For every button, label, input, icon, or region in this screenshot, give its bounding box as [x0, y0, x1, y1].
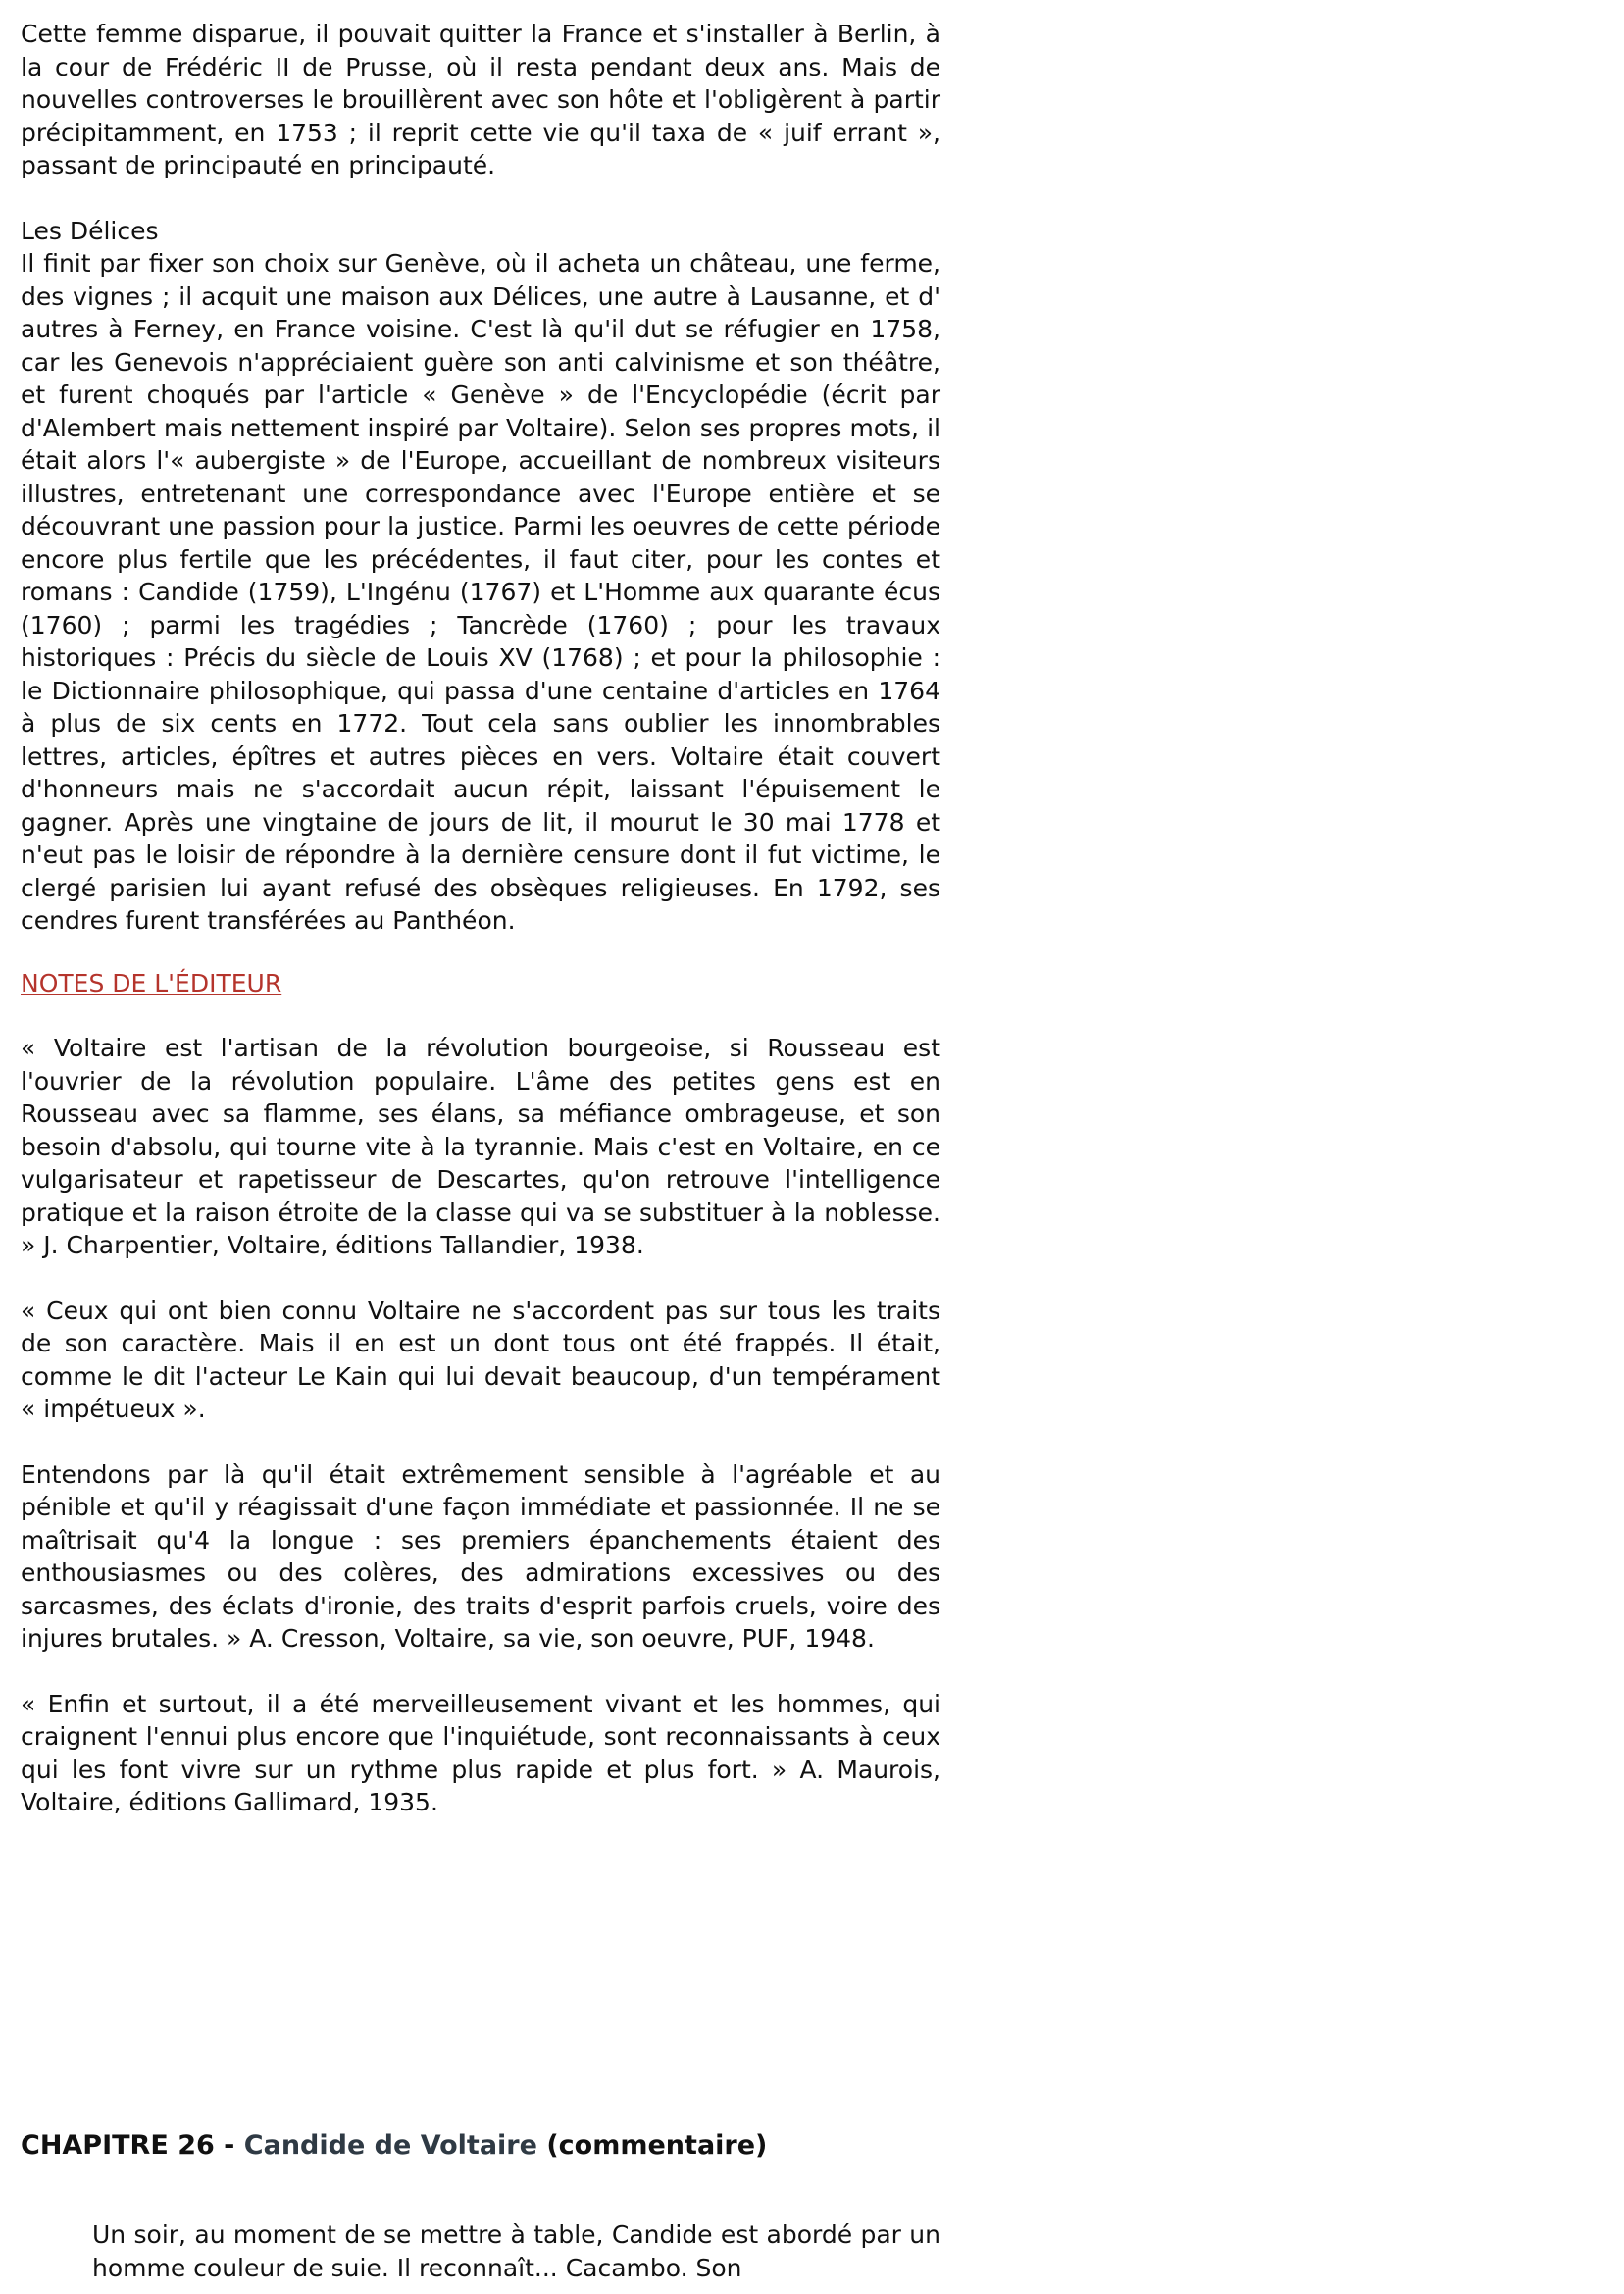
- spacer: [21, 1426, 940, 1458]
- spacer: [21, 1262, 940, 1295]
- chapter-title-link[interactable]: Candide de Voltaire: [243, 2130, 537, 2161]
- spacer: [21, 1656, 940, 1688]
- section-title-delices: Les Délices: [21, 216, 159, 245]
- chapter-number: CHAPITRE 26 -: [21, 2130, 244, 2161]
- delices-paragraph: Il finit par fixer son choix sur Genève, où il acheta un château, une ferme, des vignes ; il acquit une maison aux Délices, une autre à Lausanne, et d' autres à Ferney, en France voisine. C'est là qu'il dut se réfugier en 1758, car les Genevois n'appréciaient guère son anti calvinisme et son théâtre, et furent choqués par l'article « Genève » de l'Encyclopédie (écrit par d'Alembert mais nettement inspiré par Voltaire). Selon ses propres mots, il était alors l'« aubergiste » de l'Europe, accueillant de nombreux visiteurs illustres, entretenant une correspondance avec l'Europe entière et se découvrant une passion pour la justice. Parmi les oeuvres de cette période encore plus fertile que les précédentes, il faut citer, pour les contes et romans : Candide (1759), L'Ingénu (1767) et L'Homme aux quarante écus (1760) ; parmi les tragédies ; Tancrède (1760) ; pour les travaux historiques : Précis du siècle de Louis XV (1768) ; et pour la philosophie : le Dictionnaire philosophique, qui passa d'une centaine d'articles en 1764 à plus de six cents en 1772. Tout cela sans oublier les innombrables lettres, articles, épîtres et autres pièces en vers. Voltaire était couvert d'honneurs mais ne s'accordait aucun répit, laissant l'épuisement le gagner. Après une vingtaine de jours de lit, il mourut le 30 mai 1778 et n'eut pas le loisir de répondre à la dernière censure dont il fut victime, le clergé parisien lui ayant refusé des obsèques religieuses. En 1792, ses cendres furent transférées au Panthéon.: [21, 249, 940, 935]
- quote-maurois: « Enfin et surtout, il a été merveilleusement vivant et les hommes, qui craignent l'ennui plus encore que l'inquiétude, sont reconnaissants à ceux qui les font vivre sur un rythme plus rapide et plus fort. » A. Maurois, Voltaire, éditions Gallimard, 1935.: [21, 1689, 940, 1816]
- notes-editor-link[interactable]: NOTES DE L'ÉDITEUR: [21, 968, 282, 997]
- chapter-intro: [92, 2218, 940, 2284]
- quote-cresson-part2: Entendons par là qu'il était extrêmement sensible à l'agréable et au pénible et qu'il y réagissait d'une façon immédiate et passionnée. Il ne se maîtrisait qu'4 la longue : ses premiers épanchements étaient des enthousiasmes ou des colères, des admirations excessives ou des sarcasmes, des éclats d'ironie, des traits d'esprit parfois cruels, voire des injures brutales. » A. Cresson, Voltaire, sa vie, son oeuvre, PUF, 1948.: [21, 1459, 940, 1653]
- quote-charpentier: « Voltaire est l'artisan de la révolution bourgeoise, si Rousseau est l'ouvrier de la révolution populaire. L'âme des petites gens est en Rousseau avec sa flamme, ses élans, sa méfiance ombrageuse, et son besoin d'absolu, qui tourne vite à la tyrannie. Mais c'est en Voltaire, en ce vulgarisateur et rapetisseur de Descartes, qu'on retrouve l'intelligence pratique et la raison étroite de la classe qui va se substituer à la noblesse. » J. Charpentier, Voltaire, éditions Tallandier, 1938.: [21, 1034, 940, 1259]
- spacer: [21, 182, 940, 215]
- chapter-heading: [21, 2128, 767, 2164]
- spacer: [21, 938, 940, 967]
- chapter-intro-paragraph: Un soir, au moment de se mettre à table, Candide est abordé par un homme couleur de suie. Il reconnaît... Cacambo. Son: [92, 2220, 940, 2282]
- intro-paragraph: Cette femme disparue, il pouvait quitter la France et s'installer à Berlin, à la cour de Frédéric II de Prusse, où il resta pendant deux ans. Mais de nouvelles controverses le brouillèrent avec son hôte et l'obligèrent à partir précipitamment, en 1753 ; il reprit cette vie qu'il taxa de « juif errant », passant de principauté en principauté.: [21, 20, 940, 179]
- document-body: [21, 18, 940, 1819]
- chapter-subtitle: (commentaire): [536, 2130, 768, 2161]
- spacer: [21, 999, 940, 1032]
- quote-cresson-part1: « Ceux qui ont bien connu Voltaire ne s'accordent pas sur tous les traits de son caractère. Mais il en est un dont tous ont été frappés. Il était, comme le dit l'acteur Le Kain qui lui devait beaucoup, d'un tempérament « impétueux ».: [21, 1296, 940, 1423]
